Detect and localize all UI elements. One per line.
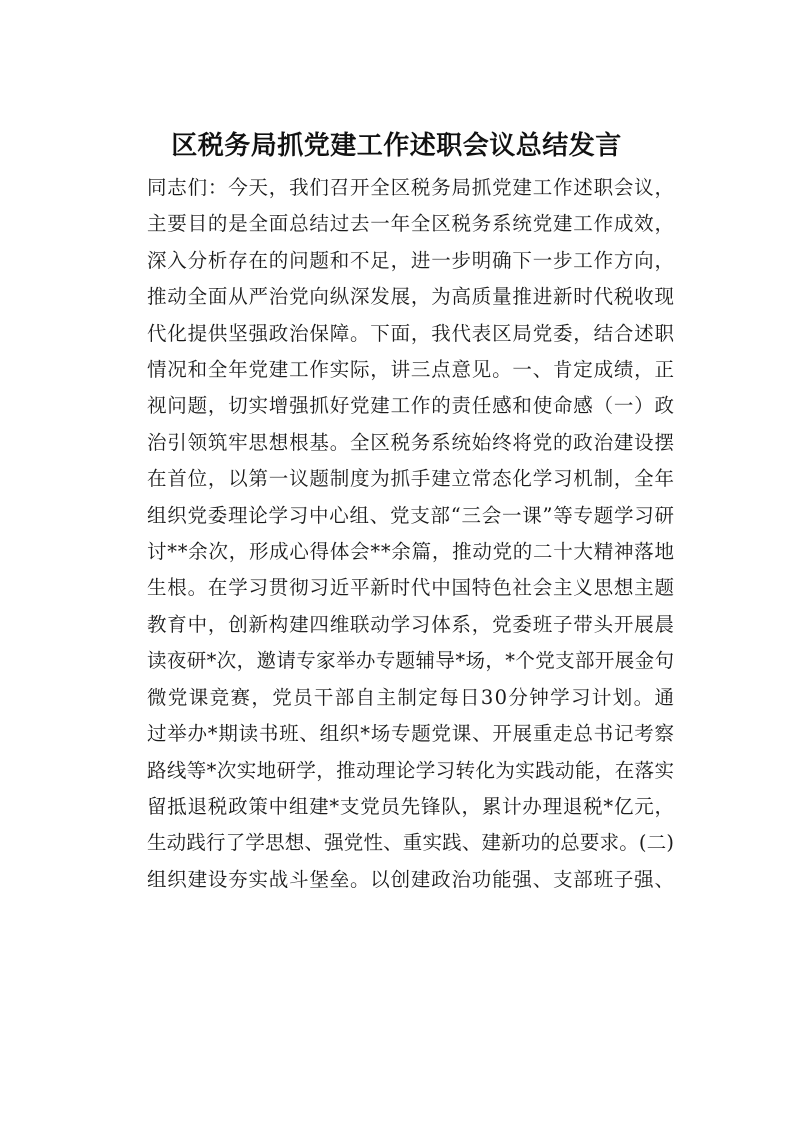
body-line: 过举办*期读书班、组织*场专题党课、开展重走总书记考察 — [147, 722, 675, 746]
body-line: 同志们：今天，我们召开全区税务局抓党建工作述职会议， — [147, 176, 675, 199]
body-line: 情况和全年党建工作实际，讲三点意见。一、肯定成绩，正 — [147, 358, 675, 382]
body-line: 生动践行了学思想、强党性、重实践、建新功的总要求。(二) — [147, 831, 675, 855]
body-line: 路线等*次实地研学，推动理论学习转化为实践动能，在落实 — [147, 758, 675, 782]
document-title: 区税务局抓党建工作述职会议总结发言 — [171, 131, 622, 161]
body-line: 组织党委理论学习中心组、党支部“三会一课”等专题学习研 — [147, 503, 675, 527]
body-line: 深入分析存在的问题和不足，进一步明确下一步工作方向， — [147, 248, 675, 272]
body-line: 讨**余次，形成心得体会**余篇，推动党的二十大精神落地 — [147, 540, 675, 564]
body-line: 在首位，以第一议题制度为抓手建立常态化学习机制，全年 — [147, 467, 675, 491]
body-line: 生根。在学习贯彻习近平新时代中国特色社会主义思想主题 — [147, 576, 675, 600]
body-line: 治引领筑牢思想根基。全区税务系统始终将党的政治建设摆 — [147, 430, 675, 454]
document-body — [147, 170, 674, 898]
body-line: 组织建设夯实战斗堡垒。以创建政治功能强、支部班子强、 — [147, 867, 675, 891]
body-line: 主要目的是全面总结过去一年全区税务系统党建工作成效， — [147, 212, 675, 236]
body-line: 微党课竞赛，党员干部自主制定每日30分钟学习计划。通 — [147, 685, 676, 709]
body-line: 教育中，创新构建四维联动学习体系，党委班子带头开展晨 — [147, 612, 675, 636]
body-line: 视问题，切实增强抓好党建工作的责任感和使命感（一）政 — [147, 394, 675, 418]
body-line: 留抵退税政策中组建*支党员先锋队，累计办理退税*亿元， — [147, 794, 675, 818]
body-line: 推动全面从严治党向纵深发展，为高质量推进新时代税收现 — [147, 285, 675, 309]
body-line: 代化提供坚强政治保障。下面，我代表区局党委，结合述职 — [147, 321, 675, 345]
body-line: 读夜研*次，邀请专家举办专题辅导*场，*个党支部开展金句 — [147, 649, 675, 673]
